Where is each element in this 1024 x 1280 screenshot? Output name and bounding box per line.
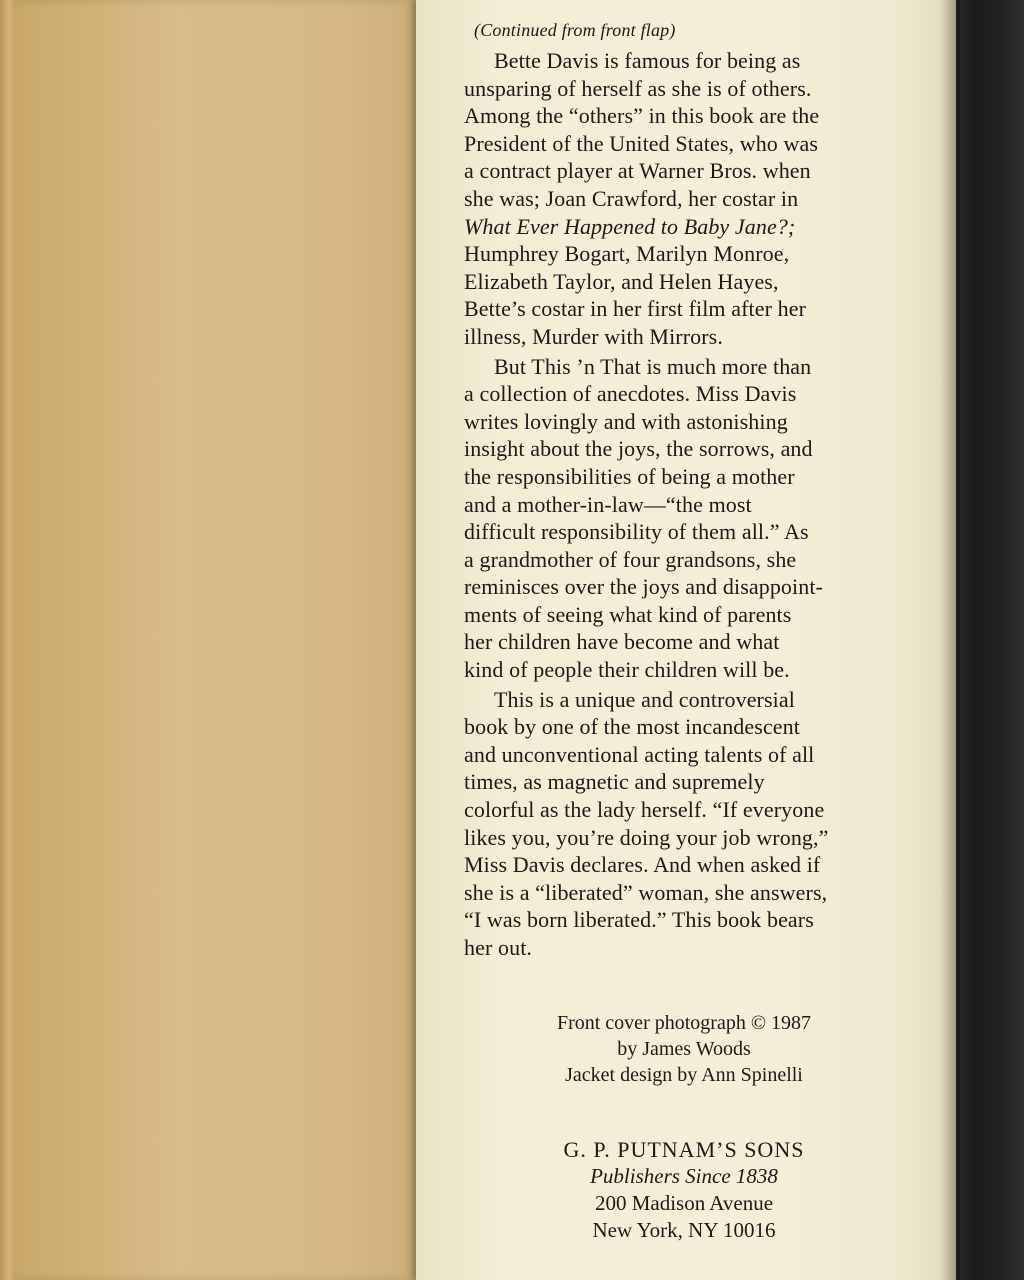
line: “I was born liberated.” This book bears (464, 907, 814, 933)
endpaper (14, 0, 416, 1280)
line: kind of people their children will be. (464, 657, 790, 683)
book-edge (0, 0, 14, 1280)
photo-credit: Front cover photograph © 1987 (556, 1011, 812, 1034)
line: and a mother-in-law—“the most (464, 491, 752, 517)
line: illness, Murder with Mirrors. (464, 323, 723, 349)
line: ments of seeing what kind of parents (464, 601, 792, 627)
line: likes you, you’re doing your job wrong,” (464, 824, 829, 850)
publisher-address-2: New York, NY 10016 (592, 1217, 776, 1242)
flap-shadow (940, 0, 960, 1280)
flap-text (464, 20, 904, 1244)
line: insight about the joys, the sorrows, and (464, 436, 813, 462)
line: times, as magnetic and supremely (464, 769, 765, 795)
continued-note: (Continued from front flap) (474, 20, 676, 40)
line: she was; Joan Crawford, her costar in (464, 185, 799, 211)
jacket-credits (464, 1010, 904, 1088)
line: Miss Davis declares. And when asked if (464, 852, 821, 878)
line: a grandmother of four grandsons, she (464, 546, 797, 572)
line: she is a “liberated” woman, she answers, (464, 879, 828, 905)
line: What Ever Happened to Baby Jane?; (464, 213, 796, 239)
book-board (955, 0, 1024, 1280)
publisher-block (464, 1136, 904, 1244)
line: This is a unique and controversial (494, 686, 795, 712)
line: Humphrey Bogart, Marilyn Monroe, (464, 241, 790, 267)
jacket-flap (416, 0, 956, 1280)
line: and unconventional acting talents of all (464, 741, 815, 767)
line: book by one of the most incandescent (464, 714, 800, 740)
line: Bette Davis is famous for being as (494, 48, 801, 73)
line: unsparing of herself as she is of others. (464, 75, 812, 101)
publisher-name: G. P. PUTNAM’S SONS (563, 1136, 805, 1162)
line: Among the “others” in this book are the (464, 103, 820, 129)
line: colorful as the lady herself. “If everyone (464, 797, 825, 823)
line: President of the United States, who was (464, 130, 819, 156)
line: her out. (464, 935, 533, 960)
paragraph-3 (464, 686, 904, 962)
paragraph-2 (464, 353, 904, 684)
line: a collection of anecdotes. Miss Davis (464, 381, 797, 407)
line: Bette’s costar in her first film after her (464, 296, 807, 322)
line: writes lovingly and with astonishing (464, 408, 788, 434)
line: her children have become and what (464, 629, 780, 655)
line: difficult responsibility of them all.” As (464, 519, 809, 545)
line: But This ’n That is much more than (494, 353, 812, 379)
publisher-address-1: 200 Madison Avenue (594, 1190, 774, 1215)
paragraph-1 (464, 47, 904, 351)
line: reminisces over the joys and disappoint- (464, 574, 823, 600)
line: the responsibilities of being a mother (464, 463, 795, 489)
publisher-since: Publishers Since 1838 (590, 1163, 778, 1188)
line: a contract player at Warner Bros. when (464, 158, 811, 184)
photo-credit-name: by James Woods (617, 1037, 751, 1060)
design-credit: Jacket design by Ann Spinelli (565, 1063, 803, 1086)
line: Elizabeth Taylor, and Helen Hayes, (464, 268, 779, 294)
